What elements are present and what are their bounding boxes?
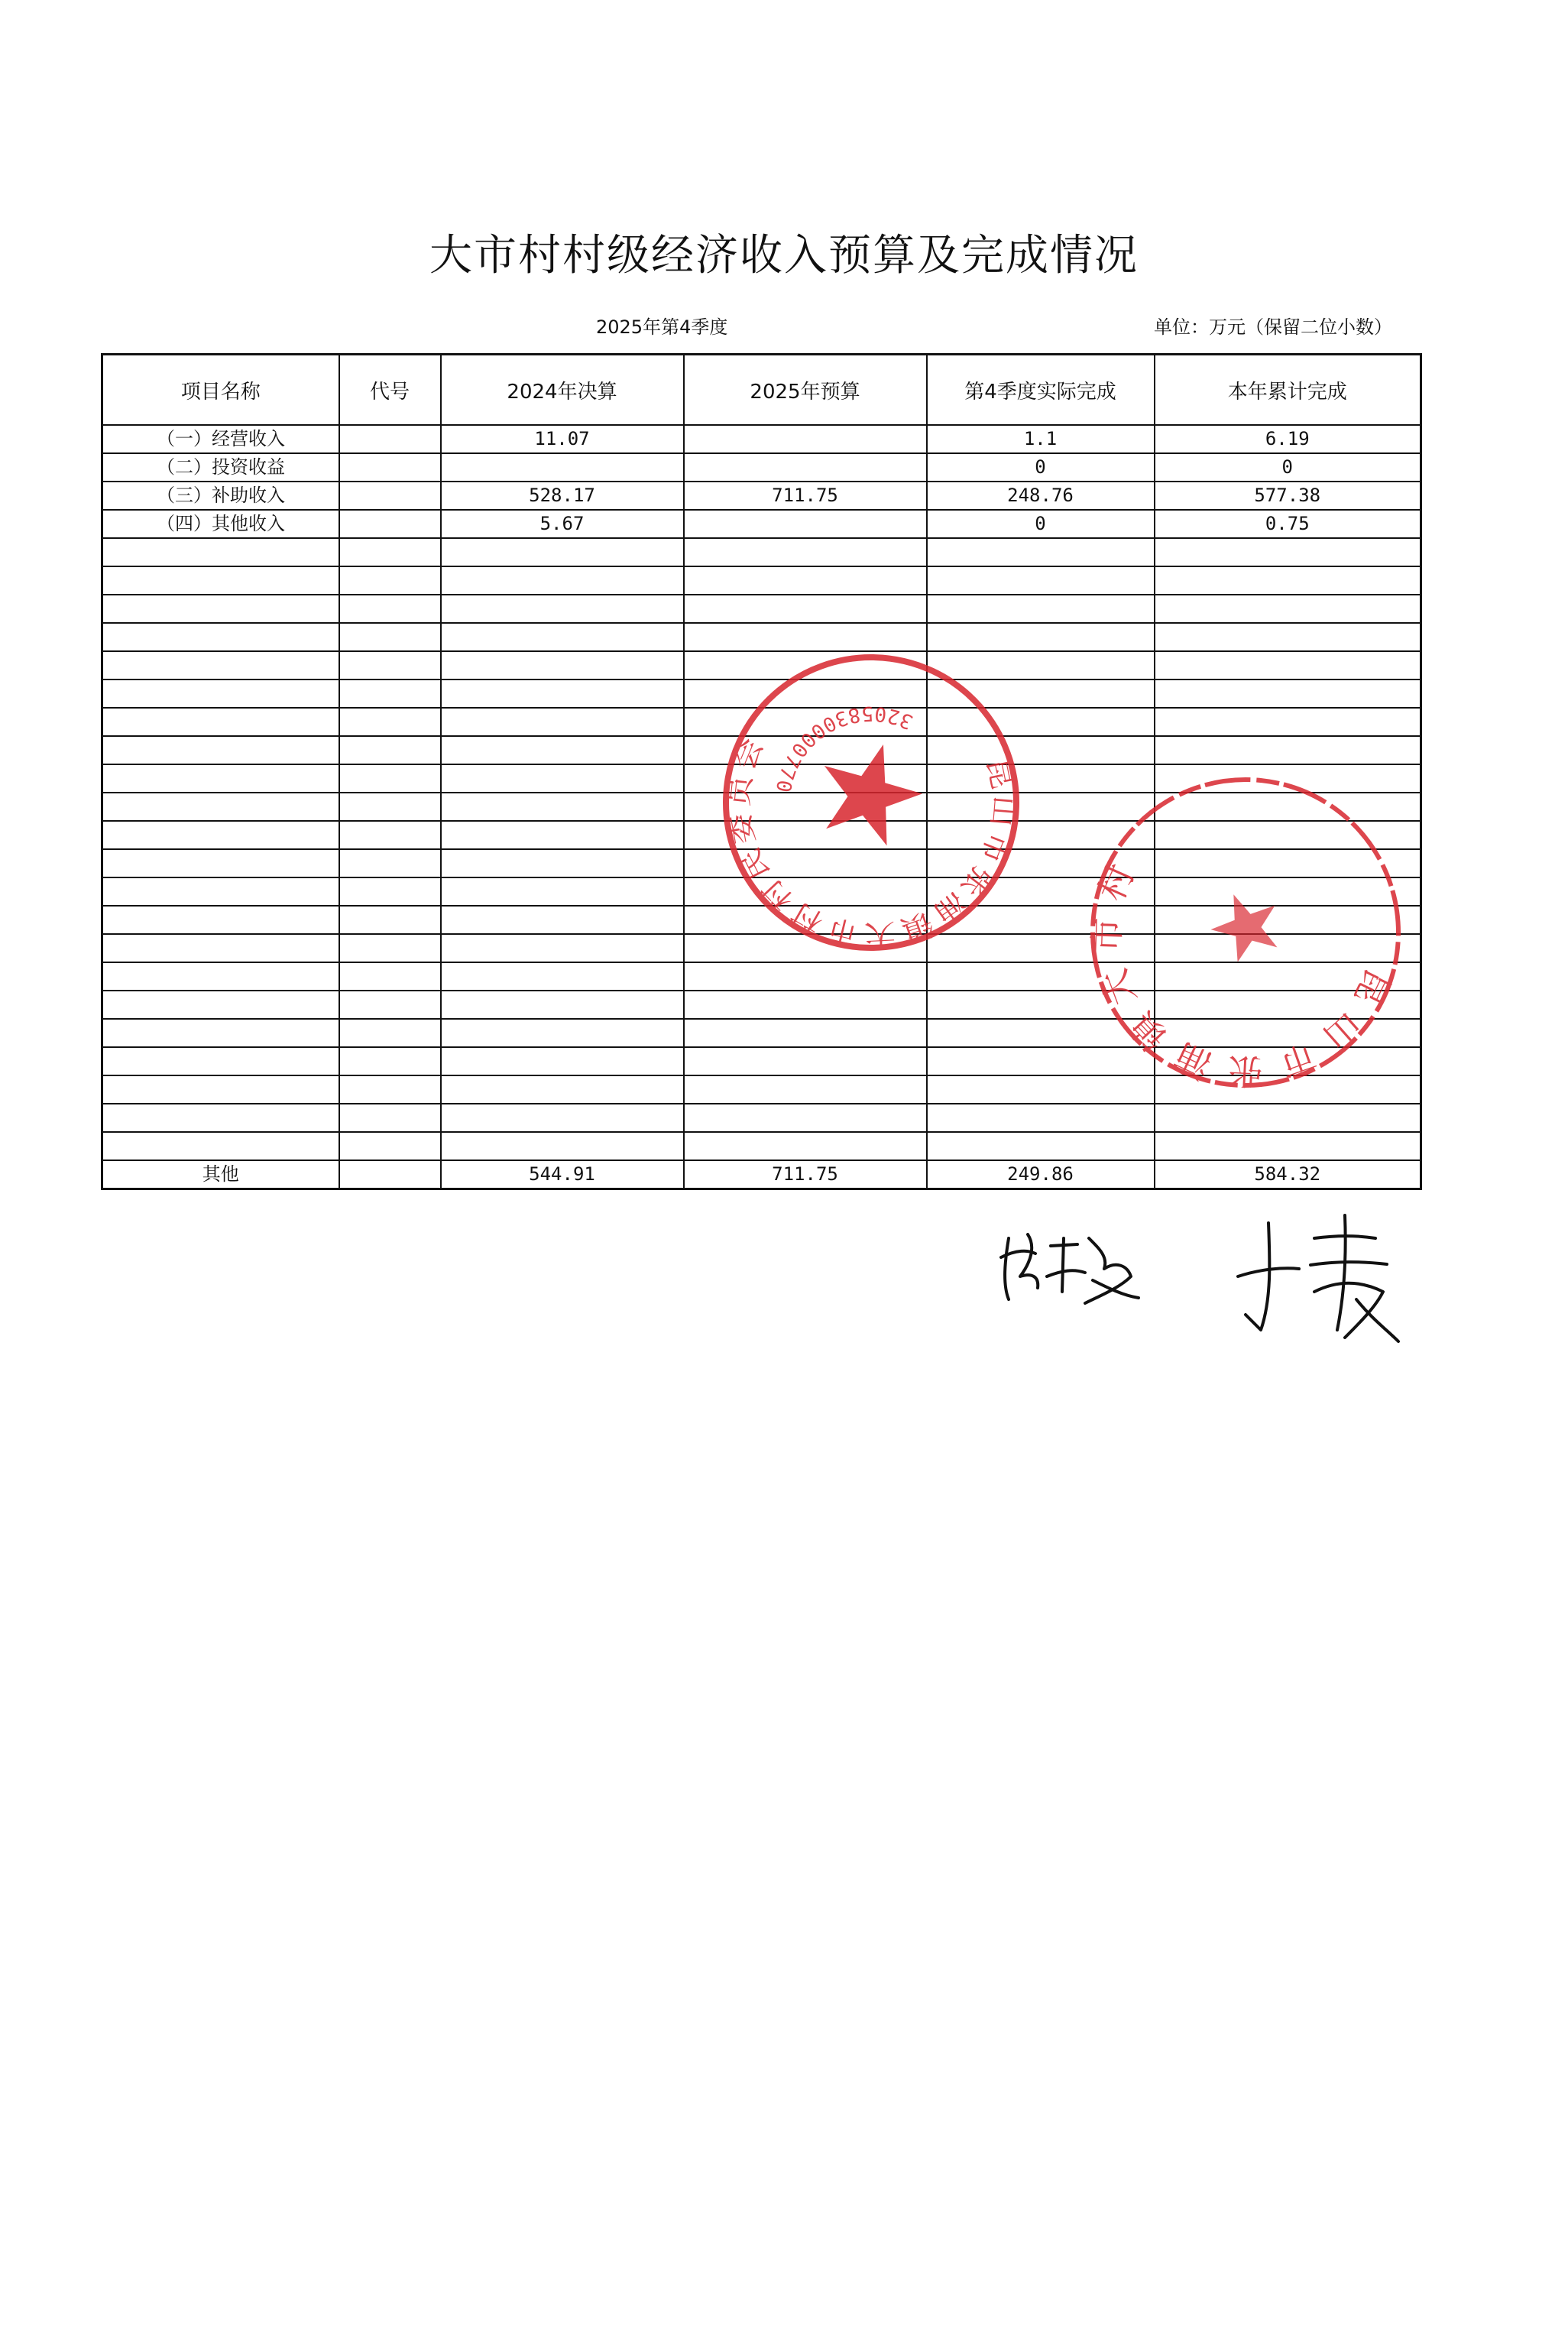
cell-item-name: （四）其他收入 [102,510,339,538]
cell-2024-final [441,538,684,566]
cell-2024-final: 11.07 [441,425,684,453]
cell-2024-final: 5.67 [441,510,684,538]
cell-2024-final: 528.17 [441,482,684,510]
cell-item-name [102,906,339,934]
footer-code [339,1160,441,1189]
cell-2024-final [441,991,684,1019]
cell-2024-final [441,736,684,764]
cell-2024-final [441,849,684,877]
cell-ytd-actual [1155,679,1421,708]
cell-code [339,566,441,595]
cell-item-name: （二）投资收益 [102,453,339,482]
cell-item-name [102,1047,339,1075]
empty-row [102,1104,1421,1132]
cell-ytd-actual: 0.75 [1155,510,1421,538]
seal1-text: 昆山市张浦镇大市村村民委员会 [720,728,1022,953]
cell-q4-actual [927,566,1155,595]
cell-item-name [102,651,339,679]
cell-2024-final [441,679,684,708]
cell-code [339,453,441,482]
cell-ytd-actual: 6.19 [1155,425,1421,453]
cell-2025-budget [684,1104,927,1132]
cell-2025-budget [684,425,927,453]
cell-2024-final [441,1104,684,1132]
cell-2024-final [441,793,684,821]
cell-item-name [102,623,339,651]
empty-row [102,566,1421,595]
cell-item-name [102,736,339,764]
cell-2025-budget [684,510,927,538]
cell-code [339,708,441,736]
header-ytd-actual: 本年累计完成 [1155,355,1421,426]
cell-code [339,679,441,708]
cell-2025-budget [684,1132,927,1160]
cell-q4-actual: 248.76 [927,482,1155,510]
cell-code [339,482,441,510]
cell-code [339,764,441,793]
cell-item-name [102,991,339,1019]
cell-code [339,906,441,934]
cell-2025-budget: 711.75 [684,482,927,510]
cell-item-name: （一）经营收入 [102,425,339,453]
cell-2025-budget [684,453,927,482]
cell-code [339,821,441,849]
cell-item-name: （三）补助收入 [102,482,339,510]
cell-item-name [102,821,339,849]
cell-code [339,962,441,991]
cell-code [339,736,441,764]
cell-q4-actual: 0 [927,453,1155,482]
header-row [102,355,1421,426]
empty-row [102,595,1421,623]
footer-2025-budget: 711.75 [684,1160,927,1189]
cell-2025-budget [684,595,927,623]
signature-1-icon [993,1215,1146,1315]
header-q4-actual: 第4季度实际完成 [927,355,1155,426]
cell-2025-budget [684,1019,927,1047]
cell-q4-actual: 0 [927,510,1155,538]
cell-item-name [102,962,339,991]
cell-item-name [102,708,339,736]
cell-item-name [102,566,339,595]
official-seal-2-icon [1077,764,1414,1101]
cell-ytd-actual [1155,1104,1421,1132]
cell-item-name [102,764,339,793]
cell-ytd-actual [1155,651,1421,679]
cell-2024-final [441,651,684,679]
cell-2024-final [441,595,684,623]
table-row [102,453,1421,482]
cell-q4-actual [927,538,1155,566]
cell-2024-final [441,1047,684,1075]
cell-code [339,1075,441,1104]
cell-ytd-actual: 577.38 [1155,482,1421,510]
cell-2024-final [441,934,684,962]
cell-code [339,595,441,623]
header-2024-final: 2024年决算 [441,355,684,426]
footer-label: 其他 [102,1160,339,1189]
cell-q4-actual [927,1132,1155,1160]
cell-2025-budget [684,1075,927,1104]
cell-ytd-actual [1155,1132,1421,1160]
cell-ytd-actual [1155,623,1421,651]
header-item-name: 项目名称 [102,355,339,426]
cell-code [339,425,441,453]
cell-2024-final [441,1075,684,1104]
cell-item-name [102,877,339,906]
cell-item-name [102,1019,339,1047]
seal1-code: 3205830000770 [770,701,917,796]
cell-code [339,1132,441,1160]
table-row [102,425,1421,453]
unit-label: 单位：万元（保留二位小数） [1154,316,1392,338]
empty-row [102,1132,1421,1160]
cell-item-name [102,849,339,877]
cell-item-name [102,1132,339,1160]
seal2-text: 昆山市张浦镇大市村 [1086,845,1399,1093]
cell-code [339,877,441,906]
cell-code [339,991,441,1019]
cell-code [339,849,441,877]
header-2025-budget: 2025年预算 [684,355,927,426]
cell-code [339,510,441,538]
footer-2024-final: 544.91 [441,1160,684,1189]
footer-q4-actual: 249.86 [927,1160,1155,1189]
cell-2024-final [441,708,684,736]
cell-2024-final [441,566,684,595]
cell-code [339,538,441,566]
cell-2024-final [441,764,684,793]
empty-row [102,538,1421,566]
header-code: 代号 [339,355,441,426]
cell-2024-final [441,1132,684,1160]
cell-ytd-actual [1155,538,1421,566]
cell-2025-budget [684,566,927,595]
cell-2024-final [441,877,684,906]
cell-item-name [102,538,339,566]
footer-row [102,1160,1421,1189]
table-row [102,510,1421,538]
cell-2024-final [441,1019,684,1047]
cell-ytd-actual [1155,595,1421,623]
cell-code [339,1019,441,1047]
svg-text:昆山市张浦镇大市村 [1077,844,1414,1101]
cell-2025-budget [684,962,927,991]
signature-2-icon [1223,1208,1406,1345]
cell-2025-budget [684,1047,927,1075]
cell-q4-actual [927,595,1155,623]
cell-item-name [102,679,339,708]
cell-ytd-actual: 0 [1155,453,1421,482]
page-title: 大市村村级经济收入预算及完成情况 [429,231,1139,281]
cell-item-name [102,1104,339,1132]
cell-item-name [102,934,339,962]
cell-code [339,651,441,679]
table-row [102,482,1421,510]
official-seal-icon [711,642,1032,963]
footer-ytd-actual: 584.32 [1155,1160,1421,1189]
cell-item-name [102,793,339,821]
cell-q4-actual [927,1104,1155,1132]
cell-item-name [102,595,339,623]
cell-code [339,1104,441,1132]
cell-2025-budget [684,538,927,566]
cell-2024-final [441,906,684,934]
cell-2025-budget [684,991,927,1019]
cell-code [339,793,441,821]
cell-ytd-actual [1155,708,1421,736]
cell-2024-final [441,962,684,991]
cell-q4-actual: 1.1 [927,425,1155,453]
cell-code [339,934,441,962]
cell-ytd-actual [1155,566,1421,595]
cell-2024-final [441,623,684,651]
cell-item-name [102,1075,339,1104]
cell-ytd-actual [1155,736,1421,764]
cell-2024-final [441,453,684,482]
period-label: 2025年第4季度 [596,316,728,338]
cell-code [339,623,441,651]
cell-code [339,1047,441,1075]
cell-2024-final [441,821,684,849]
